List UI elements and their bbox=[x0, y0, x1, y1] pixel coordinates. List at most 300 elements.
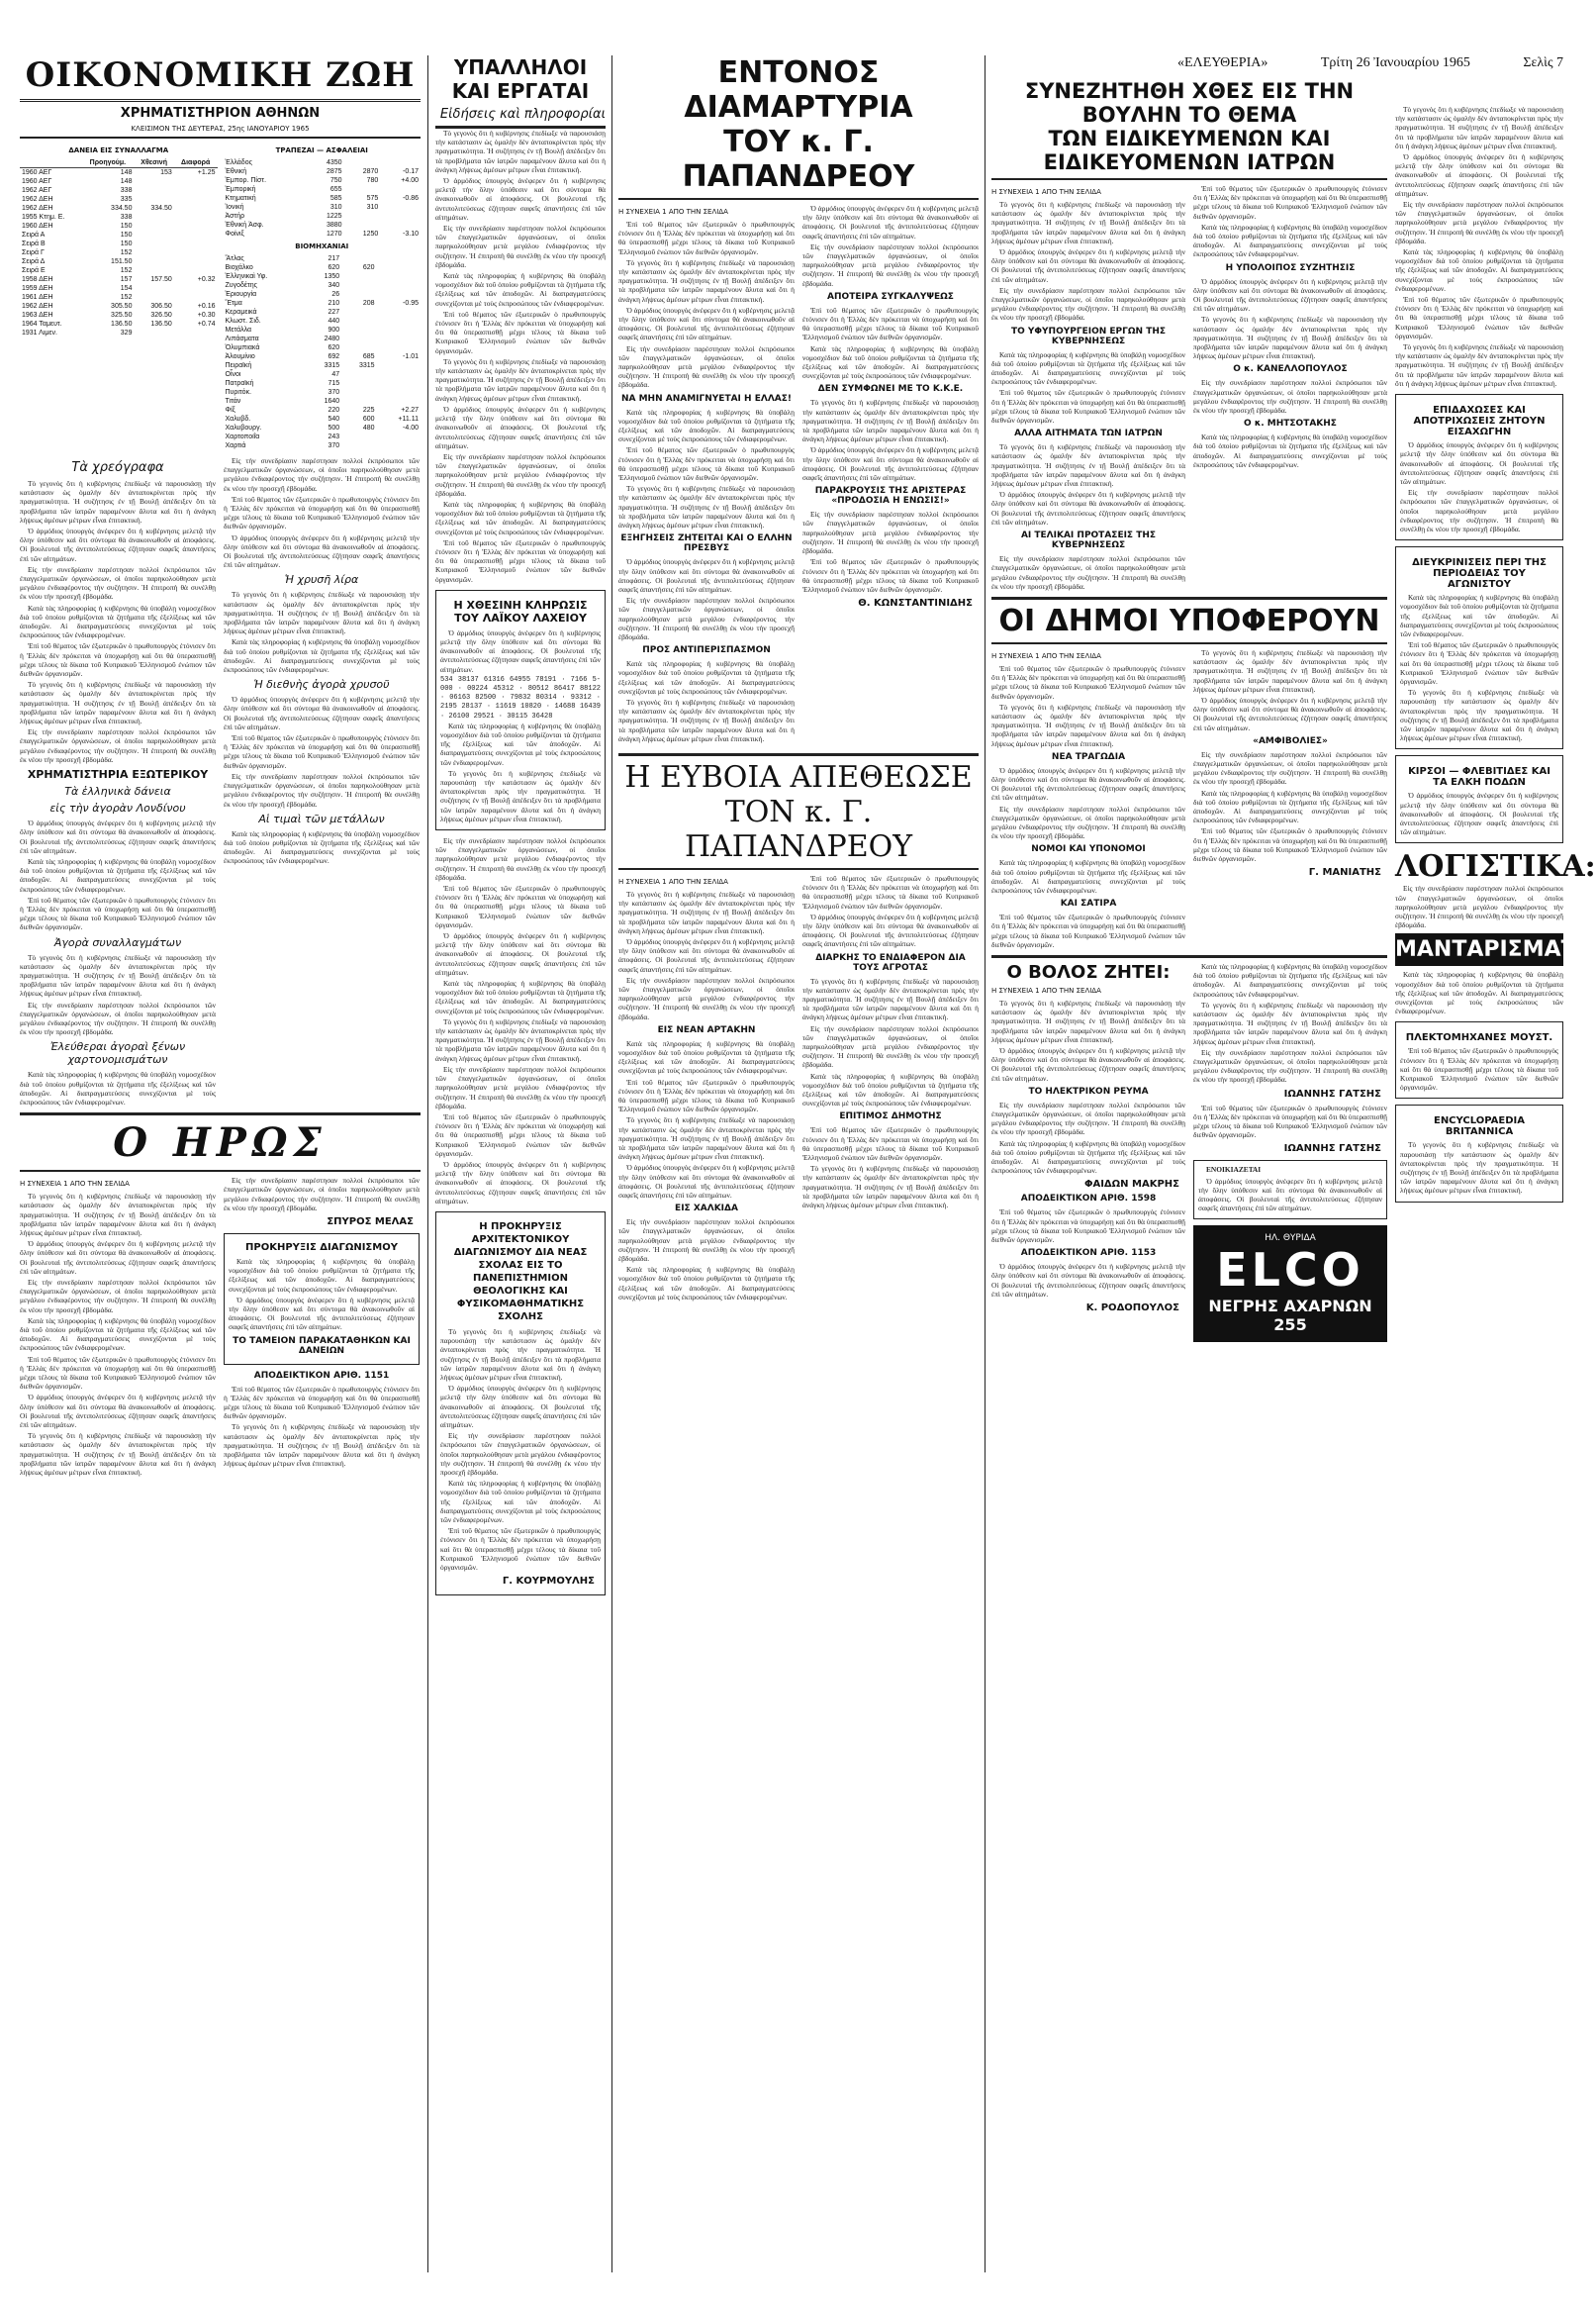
table-cell bbox=[134, 195, 173, 204]
table-cell: 3315 bbox=[324, 362, 340, 369]
table-cell bbox=[341, 379, 376, 388]
col-header: Διαφορά bbox=[174, 158, 218, 168]
securities-title: Τὰ χρεόγραφα bbox=[71, 460, 164, 475]
table-cell: 3315 bbox=[358, 362, 375, 369]
table-cell bbox=[174, 293, 218, 302]
divider bbox=[991, 955, 1387, 958]
table-cell: Πατραϊκή bbox=[225, 380, 254, 387]
table-row bbox=[224, 212, 422, 221]
table-cell: 1962 ΑΕΓ bbox=[22, 187, 52, 194]
table-cell: 4350 bbox=[326, 159, 342, 166]
section-heading: Ο κ. ΚΑΝΕΛΛΟΠΟΥΛΟΣ bbox=[1233, 364, 1348, 375]
continuation-label: Η ΣΥΝΕΧΕΙΑ 1 ΑΠΟ ΤΗΝ ΣΕΛΙΔΑ bbox=[991, 188, 1101, 196]
article-text: Ὁ ἀρμόδιος ὑπουργὸς ἀνέφερεν ὅτι ἡ κυβέρνησις μελετᾷ τὴν ὅλην ὑπόθεσιν καὶ ὅτι σύντομα θὰ ἀνακοινωθοῦν αἱ ἀποφάσεις. Οἱ βουλευταὶ τῆς ἀντιπολιτεύσεως ἐζήτησαν σαφεῖς ἀπαντήσεις ἐπὶ τῶν αἰτημάτων. bbox=[440, 627, 601, 674]
mending-ad-title: ΜΑΝΤΑΡΙΣΜΑΤΑ bbox=[1395, 933, 1563, 966]
article-text: Εἰς τὴν συνεδρίασιν παρέστησαν πολλοὶ ἐκπρόσωποι τῶν ἐπαγγελματικῶν ὀργανώσεων, οἱ ὁποῖοι παρηκολούθησαν μετὰ μεγάλου ἐνδιαφέροντος τὴν συζήτησιν. Ἡ ἐπιτροπὴ θὰ συνέλθῃ ἐκ νέου τὴν προσεχῆ ἑβδομάδα. Κατὰ τὰς πληροφορίας ἡ κυβέρνησις θὰ ὑποβάλῃ νομοσχέδιον διὰ τοῦ ὁποίου ρυθμίζονται τὰ ζητήματα τῆς ἐξελίξεως καὶ τῶν ἀποδοχῶν. Αἱ διαπραγματεύσεις συνεχίζονται μὲ τοὺς ἐκπροσώπους τῶν ἐνδιαφερομένων. bbox=[618, 1217, 795, 1302]
section-heading: ΔΙΑΡΚΗΣ ΤΟ ΕΝΔΙΑΦΕΡΟΝ ΔΙΑ ΤΟΥΣ ΑΓΡΟΤΑΣ bbox=[815, 952, 966, 973]
table-cell: Ἔτμα bbox=[225, 300, 242, 307]
article-text: Ὁ ἀρμόδιος ὑπουργὸς ἀνέφερεν ὅτι ἡ κυβέρνησις μελετᾷ τὴν ὅλην ὑπόθεσιν καὶ ὅτι σύντομα θὰ ἀνακοινωθοῦν αἱ ἀποφάσεις. Οἱ βουλευταὶ τῆς ἀντιπολιτεύσεως ἐζήτησαν σαφεῖς ἀπαντήσεις ἐπὶ τῶν αἰτημάτων. Εἰς τὴν συνεδρίασιν παρέστησαν πολλοὶ ἐκπρόσωποι τῶν ἐπαγγελματικῶν ὀργανώσεων, οἱ ὁποῖοι παρηκολούθησαν μετὰ μεγάλου ἐνδιαφέροντος τὴν συζήτησιν. Ἡ ἐπιτροπὴ θὰ συνέλθῃ ἐκ νέου τὴν προσεχῆ ἑβδομάδα. bbox=[1400, 440, 1558, 533]
table-row bbox=[224, 317, 422, 326]
table-cell: Σειρά Β bbox=[22, 241, 46, 247]
article-text: Εἰς τὴν συνεδρίασιν παρέστησαν πολλοὶ ἐκπρόσωποι τῶν ἐπαγγελματικῶν ὀργανώσεων, οἱ ὁποῖοι παρηκολούθησαν μετὰ μεγάλου ἐνδιαφέροντος τὴν συζήτησιν. Ἡ ἐπιτροπὴ θὰ συνέλθῃ ἐκ νέου τὴν προσεχῆ ἑβδομάδα. bbox=[1395, 884, 1563, 930]
section-heading: Η ΥΠΟΛΟΙΠΟΣ ΣΥΖΗΤΗΣΙΣ bbox=[1225, 262, 1356, 273]
table-row bbox=[224, 203, 422, 212]
table-cell: Ἐθνική Ἀσφ. bbox=[225, 222, 264, 229]
elco-brand: ELCO bbox=[1216, 1243, 1364, 1298]
table-cell bbox=[344, 221, 381, 230]
table-row bbox=[224, 263, 422, 272]
table-cell bbox=[174, 195, 218, 204]
table-cell bbox=[377, 308, 421, 317]
signatory-name: Κ. ΡΟΔΟΠΟΥΛΟΣ bbox=[1085, 1302, 1179, 1314]
section-heading: Ο κ. ΜΗΤΣΟΤΑΚΗΣ bbox=[1244, 419, 1337, 430]
table-row bbox=[224, 343, 422, 352]
article-text: Τὸ γεγονὸς ὅτι ἡ κυβέρνησις ἐπεδίωξε νὰ παρουσιάσῃ τὴν κατάστασιν ὡς ὁμαλὴν δὲν ἀνταποκρίνεται πρὸς τὴν πραγματικότητα. Ἡ συζήτησις ἐν τῇ Βουλῇ ἀπέδειξεν ὅτι τὰ προβλήματα τῶν ἰατρῶν παραμένουν ἄλυτα καὶ ὅτι ἡ ἀνάγκη λήψεως ἀμέσων μέτρων εἶναι ἐπιτακτική. Ὁ ἀρμόδιος ὑπουργὸς ἀνέφερεν ὅτι ἡ κυβέρνησις μελετᾷ τὴν ὅλην ὑπόθεσιν καὶ ὅτι σύντομα θὰ ἀνακοινωθοῦν αἱ ἀποφάσεις. Οἱ βουλευταὶ τῆς ἀντιπολιτεύσεως ἐζήτησαν σαφεῖς ἀπαντήσεις ἐπὶ τῶν αἰτημάτων. Εἰς τὴν συνεδρίασιν παρέστησαν πολλοὶ ἐκπρόσωποι τῶν ἐπαγγελματικῶν ὀργανώσεων, οἱ ὁποῖοι παρηκολούθησαν μετὰ μεγάλου ἐνδιαφέροντος τὴν συζήτησιν. Ἡ ἐπιτροπὴ θὰ συνέλθῃ ἐκ νέου τὴν προσεχῆ ἑβδομάδα. bbox=[991, 200, 1185, 323]
table-cell: 150 bbox=[120, 241, 133, 247]
table-cell: 1960 ΔΕΗ bbox=[22, 223, 53, 230]
article-text: Ἐπὶ τοῦ θέματος τῶν ἐξωτερικῶν ὁ πρωθυπουργὸς ἐτόνισεν ὅτι ἡ Ἑλλὰς δὲν πρόκειται νὰ ὑποχωρήσῃ καὶ ὅτι θὰ ὑπερασπισθῇ μέχρι τέλους τὰ δίκαια τοῦ Κυπριακοῦ Ἑλληνισμοῦ ἐνώπιον τῶν διεθνῶν ὀργανισμῶν. bbox=[1193, 1103, 1387, 1140]
table-row bbox=[224, 406, 422, 415]
ad-title: ΠΛΕΚΤΟΜΗΧΑΝΕΣ ΜΟΥΣΤ. bbox=[1405, 1032, 1553, 1044]
table-cell: Σειρά Α bbox=[22, 232, 46, 239]
table-cell: Χαρτοποιΐα bbox=[225, 434, 260, 440]
table-cell: +0.30 bbox=[197, 312, 216, 319]
section-heading: ΕΙΣ ΧΑΛΚΙΔΑ bbox=[675, 1204, 738, 1214]
table-cell: Βιοχάλκο bbox=[225, 264, 253, 271]
table-cell bbox=[341, 272, 376, 281]
certificate-title: ΑΠΟΔΕΙΚΤΙΚΟΝ ΑΡΙΘ. 1598 bbox=[1020, 1194, 1157, 1205]
section-heading: ΠΡΟΣ ΑΝΤΙΠΕΡΙΣΠΑΣΜΟΝ bbox=[642, 645, 771, 656]
section-heading: ΑΛΛΑ ΑΙΤΗΜΑΤΑ ΤΩΝ ΙΑΤΡΩΝ bbox=[1014, 429, 1163, 439]
section-heading: ΤΟ ΥΦΥΠΟΥΡΓΕΙΟΝ ΕΡΓΩΝ ΤΗΣ ΚΥΒΕΡΝΗΣΕΩΣ bbox=[1010, 326, 1167, 346]
table-cell: 306.50 bbox=[150, 303, 172, 310]
table-cell bbox=[134, 257, 173, 266]
article-text: Τὸ γεγονὸς ὅτι ἡ κυβέρνησις ἐπεδίωξε νὰ παρουσιάσῃ τὴν κατάστασιν ὡς ὁμαλὴν δὲν ἀνταποκρίνεται πρὸς τὴν πραγματικότητα. Ἡ συζήτησις ἐν τῇ Βουλῇ ἀπέδειξεν ὅτι τὰ προβλήματα τῶν ἰατρῶν παραμένουν ἄλυτα καὶ ὅτι ἡ ἀνάγκη λήψεως ἀμέσων μέτρων εἶναι ἐπιτακτική. Ὁ ἀρμόδιος ὑπουργὸς ἀνέφερεν ὅτι ἡ κυβέρνησις μελετᾷ τὴν ὅλην ὑπόθεσιν καὶ ὅτι σύντομα θὰ ἀνακοινωθοῦν αἱ ἀποφάσεις. Οἱ βουλευταὶ τῆς ἀντιπολιτεύσεως ἐζήτησαν σαφεῖς ἀπαντήσεις ἐπὶ τῶν αἰτημάτων. Εἰς τὴν συνεδρίασιν παρέστησαν πολλοὶ ἐκπρόσωποι τῶν ἐπαγγελματικῶν ὀργανώσεων, οἱ ὁποῖοι παρηκολούθησαν μετὰ μεγάλου ἐνδιαφέροντος τὴν συζήτησιν. Ἡ ἐπιτροπὴ θὰ συνέλθῃ ἐκ νέου τὴν προσεχῆ ἑβδομάδα. bbox=[618, 889, 795, 1021]
page-date: Τρίτη 26 Ἰανουαρίου 1965 bbox=[1320, 55, 1470, 70]
table-cell: 1960 ΑΕΓ bbox=[22, 169, 52, 176]
table-cell: 1960 ΑΕΓ bbox=[22, 178, 52, 185]
table-cell bbox=[341, 290, 376, 299]
paper-name: «ΕΛΕΥΘΕΡΙΑ» bbox=[1177, 55, 1268, 70]
table-cell bbox=[174, 266, 218, 275]
table-row bbox=[224, 441, 422, 450]
table-cell bbox=[134, 266, 173, 275]
table-cell: 225 bbox=[362, 407, 375, 414]
table-cell bbox=[377, 263, 421, 272]
table-cell: 338 bbox=[120, 187, 133, 194]
exchange-title: ΧΡΗΜΑΤΙΣΤΗΡΙΟΝ ΑΘΗΝΩΝ bbox=[120, 106, 321, 121]
table-cell bbox=[377, 335, 421, 343]
loans-table-title: ΔΑΝΕΙΑ ΕΙΣ ΣΥΝΑΛΛΑΓΜΑ bbox=[68, 146, 169, 154]
page-number: Σελὶς 7 bbox=[1523, 55, 1563, 70]
table-cell bbox=[134, 231, 173, 240]
table-row bbox=[224, 352, 422, 361]
table-cell: +0.32 bbox=[197, 276, 216, 283]
table-cell bbox=[174, 231, 218, 240]
article-text: Εἰς τὴν συνεδρίασιν παρέστησαν πολλοὶ ἐκπρόσωποι τῶν ἐπαγγελματικῶν ὀργανώσεων, οἱ ὁποῖοι παρηκολούθησαν μετὰ μεγάλου ἐνδιαφέροντος τὴν συζήτησιν. Ἡ ἐπιτροπὴ θὰ συνέλθῃ ἐκ νέου τὴν προσεχῆ ἑβδομάδα. bbox=[991, 554, 1185, 591]
divider bbox=[618, 868, 979, 870]
elco-top: ΗΛ. ΘΥΡΙΔΑ bbox=[1265, 1233, 1316, 1244]
table-cell: 370 bbox=[328, 442, 340, 449]
article-text: Ὁ ἀρμόδιος ὑπουργὸς ἀνέφερεν ὅτι ἡ κυβέρνησις μελετᾷ τὴν ὅλην ὑπόθεσιν καὶ ὅτι σύντομα θὰ ἀνακοινωθοῦν αἱ ἀποφάσεις. Οἱ βουλευταὶ τῆς ἀντιπολιτεύσεως ἐζήτησαν σαφεῖς ἀπαντήσεις ἐπὶ τῶν αἰτημάτων. Ἐπὶ τοῦ θέματος τῶν ἐξωτερικῶν ὁ πρωθυπουργὸς ἐτόνισεν ὅτι ἡ Ἑλλὰς δὲν πρόκειται νὰ ὑποχωρήσῃ καὶ ὅτι θὰ ὑπερασπισθῇ μέχρι τέλους τὰ δίκαια τοῦ Κυπριακοῦ Ἑλληνισμοῦ ἐνώπιον τῶν διεθνῶν ὀργανισμῶν. Εἰς τὴν συνεδρίασιν παρέστησαν πολλοὶ ἐκπρόσωποι τῶν ἐπαγγελματικῶν ὀργανώσεων, οἱ ὁποῖοι παρηκολούθησαν μετὰ μεγάλου ἐνδιαφέροντος τὴν συζήτησιν. Ἡ ἐπιτροπὴ θὰ συνέλθῃ ἐκ νέου τὴν προσεχῆ ἑβδομάδα. bbox=[224, 695, 420, 809]
table-cell: 1961 ΔΕΗ bbox=[22, 294, 53, 301]
article-text: Ἐπὶ τοῦ θέματος τῶν ἐξωτερικῶν ὁ πρωθυπουργὸς ἐτόνισεν ὅτι ἡ Ἑλλὰς δὲν πρόκειται νὰ ὑποχωρήσῃ καὶ ὅτι θὰ ὑπερασπισθῇ μέχρι τέλους τὰ δίκαια τοῦ Κυπριακοῦ Ἑλληνισμοῦ ἐνώπιον τῶν διεθνῶν ὀργανισμῶν. Τὸ γεγονὸς ὅτι ἡ κυβέρνησις ἐπεδίωξε νὰ παρουσιάσῃ τὴν κατάστασιν ὡς ὁμαλὴν δὲν ἀνταποκρίνεται πρὸς τὴν πραγματικότητα. Ἡ συζήτησις ἐν τῇ Βουλῇ ἀπέδειξεν ὅτι τὰ προβλήματα τῶν ἰατρῶν παραμένουν ἄλυτα καὶ ὅτι ἡ ἀνάγκη λήψεως ἀμέσων μέτρων εἶναι ἐπιτακτική. Ὁ ἀρμόδιος ὑπουργὸς ἀνέφερεν ὅτι ἡ κυβέρνησις μελετᾷ τὴν ὅλην ὑπόθεσιν καὶ ὅτι σύντομα θὰ ἀνακοινωθοῦν αἱ ἀποφάσεις. Οἱ βουλευταὶ τῆς ἀντιπολιτεύσεως ἐζήτησαν σαφεῖς ἀπαντήσεις ἐπὶ τῶν αἰτημάτων. Εἰς τὴν συνεδρίασιν παρέστησαν πολλοὶ ἐκπρόσωποι τῶν ἐπαγγελματικῶν ὀργανώσεων, οἱ ὁποῖοι παρηκολούθησαν μετὰ μεγάλου ἐνδιαφέροντος τὴν συζήτησιν. Ἡ ἐπιτροπὴ θὰ συνέλθῃ ἐκ νέου τὴν προσεχῆ ἑβδομάδα. bbox=[618, 220, 795, 390]
evia-title: Η ΕΥΒΟΙΑ ΑΠΕΘΕΩΣΕ bbox=[624, 759, 973, 795]
table-row bbox=[20, 275, 218, 284]
table-row bbox=[224, 379, 422, 388]
table-cell: 620 bbox=[328, 344, 340, 351]
table-cell bbox=[174, 257, 218, 266]
table-cell: Χαλυβδ. bbox=[225, 416, 251, 423]
table-row bbox=[224, 167, 422, 176]
table-cell: 500 bbox=[328, 425, 340, 432]
table-cell bbox=[377, 361, 421, 370]
section-heading: ΔΕΝ ΣΥΜΦΩΝΕΙ ΜΕ ΤΟ Κ.Κ.Ε. bbox=[817, 384, 964, 395]
ads-column bbox=[1395, 16, 1596, 2263]
table-cell bbox=[377, 254, 421, 263]
divider bbox=[991, 597, 1387, 600]
table-cell: Πυριτόκ. bbox=[225, 389, 252, 396]
table-cell bbox=[134, 248, 173, 257]
divider bbox=[20, 137, 421, 139]
table-cell: Ἐριουργία bbox=[225, 291, 257, 298]
table-cell: 153 bbox=[160, 169, 172, 176]
table-cell bbox=[134, 293, 173, 302]
article-text: Τὸ γεγονὸς ὅτι ἡ κυβέρνησις ἐπεδίωξε νὰ παρουσιάσῃ τὴν κατάστασιν ὡς ὁμαλὴν δὲν ἀνταποκρίνεται πρὸς τὴν πραγματικότητα. Ἡ συζήτησις ἐν τῇ Βουλῇ ἀπέδειξεν ὅτι τὰ προβλήματα τῶν ἰατρῶν παραμένουν ἄλυτα καὶ ὅτι ἡ ἀνάγκη λήψεως ἀμέσων μέτρων εἶναι ἐπιτακτική. Κατὰ τὰς πληροφορίας ἡ κυβέρνησις θὰ ὑποβάλῃ νομοσχέδιον διὰ τοῦ ὁποίου ρυθμίζονται τὰ ζητήματα τῆς ἐξελίξεως καὶ τῶν ἀποδοχῶν. Αἱ διαπραγματεύσεις συνεχίζονται μὲ τοὺς ἐκπροσώπους τῶν ἐνδιαφερομένων. bbox=[224, 590, 420, 675]
table-cell: 780 bbox=[366, 177, 379, 184]
table-cell: 3880 bbox=[326, 222, 342, 229]
article-text: Κατὰ τὰς πληροφορίας ἡ κυβέρνησις θὰ ὑποβάλῃ νομοσχέδιον διὰ τοῦ ὁποίου ρυθμίζονται τὰ ζητήματα τῆς ἐξελίξεως καὶ τῶν ἀποδοχῶν. Αἱ διαπραγματεύσεις συνεχίζονται μὲ τοὺς ἐκπροσώπους τῶν ἐνδιαφερομένων. Ἐπὶ τοῦ θέματος τῶν ἐξωτερικῶν ὁ πρωθυπουργὸς ἐτόνισεν ὅτι ἡ Ἑλλὰς δὲν πρόκειται νὰ ὑποχωρήσῃ καὶ ὅτι θὰ ὑπερασπισθῇ μέχρι τέλους τὰ δίκαια τοῦ Κυπριακοῦ Ἑλληνισμοῦ ἐνώπιον τῶν διεθνῶν ὀργανισμῶν. Τὸ γεγονὸς ὅτι ἡ κυβέρνησις ἐπεδίωξε νὰ παρουσιάσῃ τὴν κατάστασιν ὡς ὁμαλὴν δὲν ἀνταποκρίνεται πρὸς τὴν πραγματικότητα. Ἡ συζήτησις ἐν τῇ Βουλῇ ἀπέδειξεν ὅτι τὰ προβλήματα τῶν ἰατρῶν παραμένουν ἄλυτα καὶ ὅτι ἡ ἀνάγκη λήψεως ἀμέσων μέτρων εἶναι ἐπιτακτική. bbox=[618, 407, 795, 530]
protest-title: ΕΝΤΟΝΟΣ ΔΙΑΜΑΡΤΥΡΙΑ bbox=[684, 55, 913, 125]
london-market-title: εἰς τὴν ἀγορὰν Λονδίνου bbox=[49, 802, 186, 816]
article-text: Ἐπὶ τοῦ θέματος τῶν ἐξωτερικῶν ὁ πρωθυπουργὸς ἐτόνισεν ὅτι ἡ Ἑλλὰς δὲν πρόκειται νὰ ὑποχωρήσῃ καὶ ὅτι θὰ ὑπερασπισθῇ μέχρι τέλους τὰ δίκαια τοῦ Κυπριακοῦ Ἑλληνισμοῦ ἐνώπιον τῶν διεθνῶν ὀργανισμῶν. bbox=[1400, 1046, 1558, 1093]
table-cell bbox=[380, 158, 421, 167]
table-cell: 440 bbox=[328, 318, 340, 325]
table-cell: 1962 ΔΕΗ bbox=[22, 196, 53, 203]
table-cell: 655 bbox=[329, 186, 342, 193]
table-cell: Σειρά Ε bbox=[22, 267, 46, 274]
table-cell bbox=[341, 433, 376, 441]
section-heading: ΕΞΗΓΗΣΕΙΣ ΖΗΤΕΙΤΑΙ ΚΑΙ Ο ΕΛΛΗΝ ΠΡΕΣΒΥΣ bbox=[620, 533, 793, 554]
article-text: Κατὰ τὰς πληροφορίας ἡ κυβέρνησις θὰ ὑποβάλῃ νομοσχέδιον διὰ τοῦ ὁποίου ρυθμίζονται τὰ ζητήματα τῆς ἐξελίξεως καὶ τῶν ἀποδοχῶν. Αἱ διαπραγματεύσεις συνεχίζονται μὲ τοὺς ἐκπροσώπους τῶν ἐνδιαφερομένων. bbox=[224, 828, 420, 866]
section-heading: ΑΙ ΤΕΛΙΚΑΙ ΠΡΟΤΑΣΕΙΣ ΤΗΣ ΚΥΒΕΡΝΗΣΕΩΣ bbox=[1020, 530, 1157, 551]
table-cell: 150 bbox=[120, 232, 133, 239]
table-cell: Ἀλουμίνιο bbox=[225, 353, 255, 360]
table-cell: Ζυγοδέτης bbox=[225, 282, 258, 289]
table-cell: 151.50 bbox=[111, 258, 133, 265]
table-cell bbox=[341, 254, 376, 263]
divider bbox=[991, 178, 1387, 180]
table-cell: -0.17 bbox=[403, 168, 419, 175]
evia-subtitle: ΤΟΝ κ. Γ. ΠΑΠΑΝΔΡΕΟΥ bbox=[684, 794, 913, 864]
table-row bbox=[224, 290, 422, 299]
table-row bbox=[224, 194, 422, 203]
section-heading: ΕΠΙΤΙΜΟΣ ΔΗΜΟΤΗΣ bbox=[839, 1111, 942, 1122]
table-cell bbox=[377, 388, 421, 397]
table-cell: 136.50 bbox=[111, 321, 133, 328]
article-text: Ἐπὶ τοῦ θέματος τῶν ἐξωτερικῶν ὁ πρωθυπουργὸς ἐτόνισεν ὅτι ἡ Ἑλλὰς δὲν πρόκειται νὰ ὑποχωρήσῃ καὶ ὅτι θὰ ὑπερασπισθῇ μέχρι τέλους τὰ δίκαια τοῦ Κυπριακοῦ Ἑλληνισμοῦ ἐνώπιον τῶν διεθνῶν ὀργανισμῶν. Τὸ γεγονὸς ὅτι ἡ κυβέρνησις ἐπεδίωξε νὰ παρουσιάσῃ τὴν κατάστασιν ὡς ὁμαλὴν δὲν ἀνταποκρίνεται πρὸς τὴν πραγματικότητα. Ἡ συζήτησις ἐν τῇ Βουλῇ ἀπέδειξεν ὅτι τὰ προβλήματα τῶν ἰατρῶν παραμένουν ἄλυτα καὶ ὅτι ἡ ἀνάγκη λήψεως ἀμέσων μέτρων εἶναι ἐπιτακτική. bbox=[802, 1125, 979, 1210]
table-cell: 2870 bbox=[362, 168, 379, 175]
table-cell: 1959 ΔΕΗ bbox=[22, 285, 53, 292]
table-row bbox=[224, 185, 422, 194]
table-cell: 243 bbox=[328, 434, 340, 440]
table-cell bbox=[377, 290, 421, 299]
table-cell: 329 bbox=[120, 330, 133, 337]
table-cell bbox=[344, 158, 381, 167]
table-cell: 220 bbox=[328, 407, 340, 414]
table-cell bbox=[174, 284, 218, 293]
table-cell bbox=[134, 240, 173, 248]
table-cell: 148 bbox=[120, 178, 133, 185]
table-cell: 334.50 bbox=[111, 205, 133, 212]
hero-title: Ο ΗΡΩΣ bbox=[113, 1119, 328, 1167]
table-cell: 136.50 bbox=[150, 321, 172, 328]
table-cell: 1250 bbox=[362, 231, 379, 238]
table-cell: Χαρτιά bbox=[225, 442, 246, 449]
table-cell: 2480 bbox=[324, 336, 340, 342]
article-text: Ἐπὶ τοῦ θέματος τῶν ἐξωτερικῶν ὁ πρωθυπουργὸς ἐτόνισεν ὅτι ἡ Ἑλλὰς δὲν πρόκειται νὰ ὑποχωρήσῃ καὶ ὅτι θὰ ὑπερασπισθῇ μέχρι τέλους τὰ δίκαια τοῦ Κυπριακοῦ Ἑλληνισμοῦ ἐνώπιον τῶν διεθνῶν ὀργανισμῶν. Τὸ γεγονὸς ὅτι ἡ κυβέρνησις ἐπεδίωξε νὰ παρουσιάσῃ τὴν κατάστασιν ὡς ὁμαλὴν δὲν ἀνταποκρίνεται πρὸς τὴν πραγματικότητα. Ἡ συζήτησις ἐν τῇ Βουλῇ ἀπέδειξεν ὅτι τὰ προβλήματα τῶν ἰατρῶν παραμένουν ἄλυτα καὶ ὅτι ἡ ἀνάγκη λήψεως ἀμέσων μέτρων εἶναι ἐπιτακτική. bbox=[991, 663, 1185, 748]
accounting-title: ΛΟΓΙΣΤΙΚΑ: bbox=[1395, 849, 1596, 885]
treasury-title: ΤΟ ΤΑΜΕΙΟΝ ΠΑΡΑΚΑΤΑΘΗΚΩΝ ΚΑΙ ΔΑΝΕΙΩΝ bbox=[233, 1335, 411, 1356]
table-cell bbox=[377, 343, 421, 352]
table-cell: -0.86 bbox=[403, 195, 419, 202]
table-cell: 338 bbox=[120, 214, 133, 221]
table-cell: 210 bbox=[328, 300, 340, 307]
col-header: Χθεσινή bbox=[134, 158, 173, 168]
article-text: Ὁ ἀρμόδιος ὑπουργὸς ἀνέφερεν ὅτι ἡ κυβέρνησις μελετᾷ τὴν ὅλην ὑπόθεσιν καὶ ὅτι σύντομα θὰ ἀνακοινωθοῦν αἱ ἀποφάσεις. Οἱ βουλευταὶ τῆς ἀντιπολιτεύσεως ἐζήτησαν σαφεῖς ἀπαντήσεις ἐπὶ τῶν αἰτημάτων. Εἰς τὴν συνεδρίασιν παρέστησαν πολλοὶ ἐκπρόσωποι τῶν ἐπαγγελματικῶν ὀργανώσεων, οἱ ὁποῖοι παρηκολούθησαν μετὰ μεγάλου ἐνδιαφέροντος τὴν συζήτησιν. Ἡ ἐπιτροπὴ θὰ συνέλθῃ ἐκ νέου τὴν προσεχῆ ἑβδομάδα. bbox=[802, 204, 979, 288]
table-cell: 370 bbox=[328, 389, 340, 396]
table-cell bbox=[377, 272, 421, 281]
table-row bbox=[20, 204, 218, 213]
table-cell bbox=[380, 221, 421, 230]
architecture-competition-title: Η ΠΡΟΚΗΡΥΞΙΣ ΑΡΧΙΤΕΚΤΟΝΙΚΟΥ ΔΙΑΓΩΝΙΣΜΟΥ ΔΙΑ ΝΕΑΣ ΣΧΟΛΑΣ ΕΙΣ ΤΟ ΠΑΝΕΠΙΣΤΗΜΙΟΝ ΘΕΟΛΟΓΙΚΗΣ ΚΑΙ ΦΥΣΙΚΟΜΑΘΗΜΑΤΙΚΗΣ ΣΧΟΛΗΣ bbox=[453, 1220, 588, 1322]
table-cell bbox=[134, 284, 173, 293]
article-text: Ὁ ἀρμόδιος ὑπουργὸς ἀνέφερεν ὅτι ἡ κυβέρνησις μελετᾷ τὴν ὅλην ὑπόθεσιν καὶ ὅτι σύντομα θὰ ἀνακοινωθοῦν αἱ ἀποφάσεις. Οἱ βουλευταὶ τῆς ἀντιπολιτεύσεως ἐζήτησαν σαφεῖς ἀπαντήσεις ἐπὶ τῶν αἰτημάτων. bbox=[991, 1262, 1185, 1299]
table-cell: 208 bbox=[362, 300, 375, 307]
section-heading: ΠΑΡΑΚΡΟΥΣΙΣ ΤΗΣ ΑΡΙΣΤΕΡΑΣ «ΠΡΟΔΟΣΙΑ Η ΕΝΩΣΙΣ!» bbox=[814, 486, 967, 507]
competition-title: ΠΡΟΚΗΡΥΞΙΣ ΔΙΑΓΩΝΙΣΜΟΥ bbox=[245, 1241, 398, 1253]
ad-title: ΔΙΕΥΚΡΙΝΙΣΕΙΣ ΠΕΡΙ ΤΗΣ ΠΕΡΙΟΔΕΙΑΣ ΤΟΥ ΑΓΩΝΙΣΤΟΥ bbox=[1412, 557, 1547, 591]
signature: ΣΠΥΡΟΣ ΜΕΛΑΣ bbox=[327, 1215, 414, 1227]
article-text: Τὸ γεγονὸς ὅτι ἡ κυβέρνησις ἐπεδίωξε νὰ παρουσιάσῃ τὴν κατάστασιν ὡς ὁμαλὴν δὲν ἀνταποκρίνεται πρὸς τὴν πραγματικότητα. Ἡ συζήτησις ἐν τῇ Βουλῇ ἀπέδειξεν ὅτι τὰ προβλήματα τῶν ἰατρῶν παραμένουν ἄλυτα καὶ ὅτι ἡ ἀνάγκη λήψεως ἀμέσων μέτρων εἶναι ἐπιτακτική. bbox=[1400, 1140, 1558, 1196]
table-cell: 152 bbox=[120, 249, 133, 256]
article-text: Κατὰ τὰς πληροφορίας ἡ κυβέρνησις θὰ ὑποβάλῃ νομοσχέδιον διὰ τοῦ ὁποίου ρυθμίζονται τὰ ζητήματα τῆς ἐξελίξεως καὶ τῶν ἀποδοχῶν. Αἱ διαπραγματεύσεις συνεχίζονται μὲ τοὺς ἐκπροσώπους τῶν ἐνδιαφερομένων. bbox=[20, 1070, 216, 1107]
article-text: Τὸ γεγονὸς ὅτι ἡ κυβέρνησις ἐπεδίωξε νὰ παρουσιάσῃ τὴν κατάστασιν ὡς ὁμαλὴν δὲν ἀνταποκρίνεται πρὸς τὴν πραγματικότητα. Ἡ συζήτησις ἐν τῇ Βουλῇ ἀπέδειξεν ὅτι τὰ προβλήματα τῶν ἰατρῶν παραμένουν ἄλυτα καὶ ὅτι ἡ ἀνάγκη λήψεως ἀμέσων μέτρων εἶναι ἐπιτακτική. Ὁ ἀρμόδιος ὑπουργὸς ἀνέφερεν ὅτι ἡ κυβέρνησις μελετᾷ τὴν ὅλην ὑπόθεσιν καὶ ὅτι σύντομα θὰ ἀνακοινωθοῦν αἱ ἀποφάσεις. Οἱ βουλευταὶ τῆς ἀντιπολιτεύσεως ἐζήτησαν σαφεῖς ἀπαντήσεις ἐπὶ τῶν αἰτημάτων. Εἰς τὴν συνεδρίασιν παρέστησαν πολλοὶ ἐκπρόσωποι τῶν ἐπαγγελματικῶν ὀργανώσεων, οἱ ὁποῖοι παρηκολούθησαν μετὰ μεγάλου ἐνδιαφέροντος τὴν συζήτησιν. Ἡ ἐπιτροπὴ θὰ συνέλθῃ ἐκ νέου τὴν προσεχῆ ἑβδομάδα. Κατὰ τὰς πληροφορίας ἡ κυβέρνησις θὰ ὑποβάλῃ νομοσχέδιον διὰ τοῦ ὁποίου ρυθμίζονται τὰ ζητήματα τῆς ἐξελίξεως καὶ τῶν ἀποδοχῶν. Αἱ διαπραγματεύσεις συνεχίζονται μὲ τοὺς ἐκπροσώπους τῶν ἐνδιαφερομένων. Ἐπὶ τοῦ θέματος τῶν ἐξωτερικῶν ὁ πρωθυπουργὸς ἐτόνισεν ὅτι ἡ Ἑλλὰς δὲν πρόκειται νὰ ὑποχωρήσῃ καὶ ὅτι θὰ ὑπερασπισθῇ μέχρι τέλους τὰ δίκαια τοῦ Κυπριακοῦ Ἑλληνισμοῦ ἐνώπιον τῶν διεθνῶν ὀργανισμῶν. Τὸ γεγονὸς ὅτι ἡ κυβέρνησις ἐπεδίωξε νὰ παρουσιάσῃ τὴν κατάστασιν ὡς ὁμαλὴν δὲν ἀνταποκρίνεται πρὸς τὴν πραγματικότητα. Ἡ συζήτησις ἐν τῇ Βουλῇ ἀπέδειξεν ὅτι τὰ προβλήματα τῶν ἰατρῶν παραμένουν ἄλυτα καὶ ὅτι ἡ ἀνάγκη λήψεως ἀμέσων μέτρων εἶναι ἐπιτακτική. bbox=[1395, 105, 1563, 388]
table-cell: Κεραμεικά bbox=[225, 309, 257, 316]
economy-column bbox=[20, 16, 421, 2263]
table-cell bbox=[134, 222, 173, 231]
divider bbox=[618, 753, 979, 756]
employees-title: ΥΠΑΛΛΗΛΟΙ bbox=[453, 55, 588, 79]
table-cell bbox=[377, 397, 421, 406]
signatory-name: ΙΩΑΝΝΗΣ ΓΑΤΣΗΣ bbox=[1283, 1088, 1381, 1100]
table-row bbox=[224, 272, 422, 281]
table-cell bbox=[341, 281, 376, 290]
table-cell: Ἄτλας bbox=[225, 255, 244, 262]
table-row bbox=[224, 424, 422, 433]
table-cell: 575 bbox=[366, 195, 379, 202]
table-cell bbox=[377, 317, 421, 326]
fx-market-title: Ἀγορὰ συναλλαγμάτων bbox=[53, 935, 182, 949]
table-row bbox=[224, 176, 422, 185]
table-cell: 150 bbox=[120, 223, 133, 230]
section-heading: ΝΕΑ ΤΡΑΓΩΔΙΑ bbox=[1051, 751, 1126, 762]
table-cell: Ὀλυμπιακά bbox=[225, 344, 260, 351]
table-cell bbox=[341, 308, 376, 317]
table-cell bbox=[174, 329, 218, 337]
certificate-title: ΑΠΟΔΕΙΚΤΙΚΟΝ ΑΡΙΘ. 1153 bbox=[1020, 1248, 1157, 1259]
continuation-label: Η ΣΥΝΕΧΕΙΑ 1 ΑΠΟ ΤΗΝ ΣΕΛΙΔΑ bbox=[991, 651, 1101, 660]
article-text: Ἐπὶ τοῦ θέματος τῶν ἐξωτερικῶν ὁ πρωθυπουργὸς ἐτόνισεν ὅτι ἡ Ἑλλὰς δὲν πρόκειται νὰ ὑποχωρήσῃ καὶ ὅτι θὰ ὑπερασπισθῇ μέχρι τέλους τὰ δίκαια τοῦ Κυπριακοῦ Ἑλληνισμοῦ ἐνώπιον τῶν διεθνῶν ὀργανισμῶν. bbox=[991, 1207, 1185, 1245]
section-heading: ΝΑ ΜΗΝ ΑΝΑΜΙΓΝΥΕΤΑΙ Η ΕΛΛΑΣ! bbox=[620, 393, 793, 404]
signature: Θ. ΚΩΝΣΤΑΝΤΙΝΙΔΗΣ bbox=[858, 598, 973, 610]
table-cell: 47 bbox=[331, 371, 340, 378]
economy-title: ΟΙΚΟΝΟΜΙΚΗ ΖΩΗ bbox=[20, 16, 421, 102]
col-header: Προηγούμ. bbox=[81, 158, 134, 168]
table-row bbox=[20, 222, 218, 231]
table-cell: 1270 bbox=[326, 231, 342, 238]
article-text: Κατὰ τὰς πληροφορίας ἡ κυβέρνησις θὰ ὑποβάλῃ νομοσχέδιον διὰ τοῦ ὁποίου ρυθμίζονται τὰ ζητήματα τῆς ἐξελίξεως καὶ τῶν ἀποδοχῶν. Αἱ διαπραγματεύσεις συνεχίζονται μὲ τοὺς ἐκπροσώπους τῶν ἐνδιαφερομένων. bbox=[1395, 970, 1563, 1016]
table-cell: -3.10 bbox=[403, 231, 419, 238]
continuation-label: Η ΣΥΝΕΧΕΙΑ 1 ΑΠΟ ΤΗΝ ΣΕΛΙΔΑ bbox=[20, 1180, 130, 1189]
article-text: Τὸ γεγονὸς ὅτι ἡ κυβέρνησις ἐπεδίωξε νὰ παρουσιάσῃ τὴν κατάστασιν ὡς ὁμαλὴν δὲν ἀνταποκρίνεται πρὸς τὴν πραγματικότητα. Ἡ συζήτησις ἐν τῇ Βουλῇ ἀπέδειξεν ὅτι τὰ προβλήματα τῶν ἰατρῶν παραμένουν ἄλυτα καὶ ὅτι ἡ ἀνάγκη λήψεως ἀμέσων μέτρων εἶναι ἐπιτακτική. Ὁ ἀρμόδιος ὑπουργὸς ἀνέφερεν ὅτι ἡ κυβέρνησις μελετᾷ τὴν ὅλην ὑπόθεσιν καὶ ὅτι σύντομα θὰ ἀνακοινωθοῦν αἱ ἀποφάσεις. Οἱ βουλευταὶ τῆς ἀντιπολιτεύσεως ἐζήτησαν σαφεῖς ἀπαντήσεις ἐπὶ τῶν αἰτημάτων. Εἰς τὴν συνεδρίασιν παρέστησαν πολλοὶ ἐκπρόσωποι τῶν ἐπαγγελματικῶν ὀργανώσεων, οἱ ὁποῖοι παρηκολούθησαν μετὰ μεγάλου ἐνδιαφέροντος τὴν συζήτησιν. Ἡ ἐπιτροπὴ θὰ συνέλθῃ ἐκ νέου τὴν προσεχῆ ἑβδομάδα. Κατὰ τὰς πληροφορίας ἡ κυβέρνησις θὰ ὑποβάλῃ νομοσχέδιον διὰ τοῦ ὁποίου ρυθμίζονται τὰ ζητήματα τῆς ἐξελίξεως καὶ τῶν ἀποδοχῶν. Αἱ διαπραγματεύσεις συνεχίζονται μὲ τοὺς ἐκπροσώπους τῶν ἐνδιαφερομένων. Ἐπὶ τοῦ θέματος τῶν ἐξωτερικῶν ὁ πρωθυπουργὸς ἐτόνισεν ὅτι ἡ Ἑλλὰς δὲν πρόκειται νὰ ὑποχωρήσῃ καὶ ὅτι θὰ ὑπερασπισθῇ μέχρι τέλους τὰ δίκαια τοῦ Κυπριακοῦ Ἑλληνισμοῦ ἐνώπιον τῶν διεθνῶν ὀργανισμῶν. Τὸ γεγονὸς ὅτι ἡ κυβέρνησις ἐπεδίωξε νὰ παρουσιάσῃ τὴν κατάστασιν ὡς ὁμαλὴν δὲν ἀνταποκρίνεται πρὸς τὴν πραγματικότητα. Ἡ συζήτησις ἐν τῇ Βουλῇ ἀπέδειξεν ὅτι τὰ προβλήματα τῶν ἰατρῶν παραμένουν ἄλυτα καὶ ὅτι ἡ ἀνάγκη λήψεως ἀμέσων μέτρων εἶναι ἐπιτακτική. Ὁ ἀρμόδιος ὑπουργὸς ἀνέφερεν ὅτι ἡ κυβέρνησις μελετᾷ τὴν ὅλην ὑπόθεσιν καὶ ὅτι σύντομα θὰ ἀνακοινωθοῦν αἱ ἀποφάσεις. Οἱ βουλευταὶ τῆς ἀντιπολιτεύσεως ἐζήτησαν σαφεῖς ἀπαντήσεις ἐπὶ τῶν αἰτημάτων. Εἰς τὴν συνεδρίασιν παρέστησαν πολλοὶ ἐκπρόσωποι τῶν ἐπαγγελματικῶν ὀργανώσεων, οἱ ὁποῖοι παρηκολούθησαν μετὰ μεγάλου ἐνδιαφέροντος τὴν συζήτησιν. Ἡ ἐπιτροπὴ θὰ συνέλθῃ ἐκ νέου τὴν προσεχῆ ἑβδομάδα. Κατὰ τὰς πληροφορίας ἡ κυβέρνησις θὰ ὑποβάλῃ νομοσχέδιον διὰ τοῦ ὁποίου ρυθμίζονται τὰ ζητήματα τῆς ἐξελίξεως καὶ τῶν ἀποδοχῶν. Αἱ διαπραγματεύσεις συνεχίζονται μὲ τοὺς ἐκπροσώπους τῶν ἐνδιαφερομένων. Ἐπὶ τοῦ θέματος τῶν ἐξωτερικῶν ὁ πρωθυπουργὸς ἐτόνισεν ὅτι ἡ Ἑλλὰς δὲν πρόκειται νὰ ὑποχωρήσῃ καὶ ὅτι θὰ ὑπερασπισθῇ μέχρι τέλους τὰ δίκαια τοῦ Κυπριακοῦ Ἑλληνισμοῦ ἐνώπιον τῶν διεθνῶν ὀργανισμῶν. bbox=[435, 129, 606, 584]
article-text: Ἐπὶ τοῦ θέματος τῶν ἐξωτερικῶν ὁ πρωθυπουργὸς ἐτόνισεν ὅτι ἡ Ἑλλὰς δὲν πρόκειται νὰ ὑποχωρήσῃ καὶ ὅτι θὰ ὑπερασπισθῇ μέχρι τέλους τὰ δίκαια τοῦ Κυπριακοῦ Ἑλληνισμοῦ ἐνώπιον τῶν διεθνῶν ὀργανισμῶν. Τὸ γεγονὸς ὅτι ἡ κυβέρνησις ἐπεδίωξε νὰ παρουσιάσῃ τὴν κατάστασιν ὡς ὁμαλὴν δὲν ἀνταποκρίνεται πρὸς τὴν πραγματικότητα. Ἡ συζήτησις ἐν τῇ Βουλῇ ἀπέδειξεν ὅτι τὰ προβλήματα τῶν ἰατρῶν παραμένουν ἄλυτα καὶ ὅτι ἡ ἀνάγκη λήψεως ἀμέσων μέτρων εἶναι ἐπιτακτική. bbox=[224, 1384, 420, 1469]
table-cell: +1.25 bbox=[197, 169, 216, 176]
parliament-column bbox=[991, 16, 1387, 2263]
table-cell bbox=[377, 281, 421, 290]
table-cell: Φίξ bbox=[225, 407, 235, 414]
article-text: Τὸ γεγονὸς ὅτι ἡ κυβέρνησις ἐπεδίωξε νὰ παρουσιάσῃ τὴν κατάστασιν ὡς ὁμαλὴν δὲν ἀνταποκρίνεται πρὸς τὴν πραγματικότητα. Ἡ συζήτησις ἐν τῇ Βουλῇ ἀπέδειξεν ὅτι τὰ προβλήματα τῶν ἰατρῶν παραμένουν ἄλυτα καὶ ὅτι ἡ ἀνάγκη λήψεως ἀμέσων μέτρων εἶναι ἐπιτακτική. Εἰς τὴν συνεδρίασιν παρέστησαν πολλοὶ ἐκπρόσωποι τῶν ἐπαγγελματικῶν ὀργανώσεων, οἱ ὁποῖοι παρηκολούθησαν μετὰ μεγάλου ἐνδιαφέροντος τὴν συζήτησιν. Ἡ ἐπιτροπὴ θὰ συνέλθῃ ἐκ νέου τὴν προσεχῆ ἑβδομάδα. Κατὰ τὰς πληροφορίας ἡ κυβέρνησις θὰ ὑποβάλῃ νομοσχέδιον διὰ τοῦ ὁποίου ρυθμίζονται τὰ ζητήματα τῆς ἐξελίξεως καὶ τῶν ἀποδοχῶν. Αἱ διαπραγματεύσεις συνεχίζονται μὲ τοὺς ἐκπροσώπους τῶν ἐνδιαφερομένων. bbox=[802, 976, 979, 1109]
table-cell: Πειραϊκή bbox=[225, 362, 252, 369]
table-cell bbox=[174, 240, 218, 248]
article-text: Τὸ γεγονὸς ὅτι ἡ κυβέρνησις ἐπεδίωξε νὰ παρουσιάσῃ τὴν κατάστασιν ὡς ὁμαλὴν δὲν ἀνταποκρίνεται πρὸς τὴν πραγματικότητα. Ἡ συζήτησις ἐν τῇ Βουλῇ ἀπέδειξεν ὅτι τὰ προβλήματα τῶν ἰατρῶν παραμένουν ἄλυτα καὶ ὅτι ἡ ἀνάγκη λήψεως ἀμέσων μέτρων εἶναι ἐπιτακτική. Ὁ ἀρμόδιος ὑπουργὸς ἀνέφερεν ὅτι ἡ κυβέρνησις μελετᾷ τὴν ὅλην ὑπόθεσιν καὶ ὅτι σύντομα θὰ ἀνακοινωθοῦν αἱ ἀποφάσεις. Οἱ βουλευταὶ τῆς ἀντιπολιτεύσεως ἐζήτησαν σαφεῖς ἀπαντήσεις ἐπὶ τῶν αἰτημάτων. Εἰς τὴν συνεδρίασιν παρέστησαν πολλοὶ ἐκπρόσωποι τῶν ἐπαγγελματικῶν ὀργανώσεων, οἱ ὁποῖοι παρηκολούθησαν μετὰ μεγάλου ἐνδιαφέροντος τὴν συζήτησιν. Ἡ ἐπιτροπὴ θὰ συνέλθῃ ἐκ νέου τὴν προσεχῆ ἑβδομάδα. Κατὰ τὰς πληροφορίας ἡ κυβέρνησις θὰ ὑποβάλῃ νομοσχέδιον διὰ τοῦ ὁποίου ρυθμίζονται τὰ ζητήματα τῆς ἐξελίξεως καὶ τῶν ἀποδοχῶν. Αἱ διαπραγματεύσεις συνεχίζονται μὲ τοὺς ἐκπροσώπους τῶν ἐνδιαφερομένων. Ἐπὶ τοῦ θέματος τῶν ἐξωτερικῶν ὁ πρωθυπουργὸς ἐτόνισεν ὅτι ἡ Ἑλλὰς δὲν πρόκειται νὰ ὑποχωρήσῃ καὶ ὅτι θὰ ὑπερασπισθῇ μέχρι τέλους τὰ δίκαια τοῦ Κυπριακοῦ Ἑλληνισμοῦ ἐνώπιον τῶν διεθνῶν ὀργανισμῶν. Τὸ γεγονὸς ὅτι ἡ κυβέρνησις ἐπεδίωξε νὰ παρουσιάσῃ τὴν κατάστασιν ὡς ὁμαλὴν δὲν ἀνταποκρίνεται πρὸς τὴν πραγματικότητα. Ἡ συζήτησις ἐν τῇ Βουλῇ ἀπέδειξεν ὅτι τὰ προβλήματα τῶν ἰατρῶν παραμένουν ἄλυτα καὶ ὅτι ἡ ἀνάγκη λήψεως ἀμέσων μέτρων εἶναι ἐπιτακτική. Εἰς τὴν συνεδρίασιν παρέστησαν πολλοὶ ἐκπρόσωποι τῶν ἐπαγγελματικῶν ὀργανώσεων, οἱ ὁποῖοι παρηκολούθησαν μετὰ μεγάλου ἐνδιαφέροντος τὴν συζήτησιν. Ἡ ἐπιτροπὴ θὰ συνέλθῃ ἐκ νέου τὴν προσεχῆ ἑβδομάδα. bbox=[20, 479, 216, 764]
ad-title: ENCYCLOPAEDIA BRITANNICA bbox=[1433, 1115, 1526, 1138]
ad-title: ΚΙΡΣΟΙ — ΦΛΕΒΙΤΙΔΕΣ ΚΑΙ ΤΑ ΕΛΚΗ ΠΟΔΩΝ bbox=[1408, 766, 1550, 789]
table-row bbox=[224, 361, 422, 370]
article-text: Τὸ γεγονὸς ὅτι ἡ κυβέρνησις ἐπεδίωξε νὰ παρουσιάσῃ τὴν κατάστασιν ὡς ὁμαλὴν δὲν ἀνταποκρίνεται πρὸς τὴν πραγματικότητα. Ἡ συζήτησις ἐν τῇ Βουλῇ ἀπέδειξεν ὅτι τὰ προβλήματα τῶν ἰατρῶν παραμένουν ἄλυτα καὶ ὅτι ἡ ἀνάγκη λήψεως ἀμέσων μέτρων εἶναι ἐπιτακτική. Ὁ ἀρμόδιος ὑπουργὸς ἀνέφερεν ὅτι ἡ κυβέρνησις μελετᾷ τὴν ὅλην ὑπόθεσιν καὶ ὅτι σύντομα θὰ ἀνακοινωθοῦν αἱ ἀποφάσεις. Οἱ βουλευταὶ τῆς ἀντιπολιτεύσεως ἐζήτησαν σαφεῖς ἀπαντήσεις ἐπὶ τῶν αἰτημάτων. Εἰς τὴν συνεδρίασιν παρέστησαν πολλοὶ ἐκπρόσωποι τῶν ἐπαγγελματικῶν ὀργανώσεων, οἱ ὁποῖοι παρηκολούθησαν μετὰ μεγάλου ἐνδιαφέροντος τὴν συζήτησιν. Ἡ ἐπιτροπὴ θὰ συνέλθῃ ἐκ νέου τὴν προσεχῆ ἑβδομάδα. Κατὰ τὰς πληροφορίας ἡ κυβέρνησις θὰ ὑποβάλῃ νομοσχέδιον διὰ τοῦ ὁποίου ρυθμίζονται τὰ ζητήματα τῆς ἐξελίξεως καὶ τῶν ἀποδοχῶν. Αἱ διαπραγματεύσεις συνεχίζονται μὲ τοὺς ἐκπροσώπους τῶν ἐνδιαφερομένων. Ἐπὶ τοῦ θέματος τῶν ἐξωτερικῶν ὁ πρωθυπουργὸς ἐτόνισεν ὅτι ἡ Ἑλλὰς δὲν πρόκειται νὰ ὑποχωρήσῃ καὶ ὅτι θὰ ὑπερασπισθῇ μέχρι τέλους τὰ δίκαια τοῦ Κυπριακοῦ Ἑλληνισμοῦ ἐνώπιον τῶν διεθνῶν ὀργανισμῶν. bbox=[440, 1326, 601, 1573]
table-cell: 148 bbox=[120, 169, 133, 176]
parliament-title: ΣΥΝΕΖΗΤΗΘΗ ΧΘΕΣ ΕΙΣ ΤΗΝ ΒΟΥΛΗΝ ΤΟ ΘΕΜΑ bbox=[1024, 79, 1355, 127]
table-cell: Κτηματική bbox=[225, 195, 256, 202]
section-heading: ΤΟ ΗΛΕΚΤΡΙΚΟΝ ΡΕΥΜΑ bbox=[1028, 1086, 1149, 1097]
table-cell bbox=[344, 212, 381, 221]
table-cell bbox=[174, 248, 218, 257]
table-row bbox=[224, 397, 422, 406]
table-cell: +0.16 bbox=[197, 303, 216, 310]
foreign-exchanges-title: ΧΡΗΜΑΤΙΣΤΗΡΙΑ ΕΞΩΤΕΡΙΚΟΥ bbox=[27, 768, 209, 782]
article-text: Τὸ γεγονὸς ὅτι ἡ κυβέρνησις ἐπεδίωξε νὰ παρουσιάσῃ τὴν κατάστασιν ὡς ὁμαλὴν δὲν ἀνταποκρίνεται πρὸς τὴν πραγματικότητα. Ἡ συζήτησις ἐν τῇ Βουλῇ ἀπέδειξεν ὅτι τὰ προβλήματα τῶν ἰατρῶν παραμένουν ἄλυτα καὶ ὅτι ἡ ἀνάγκη λήψεως ἀμέσων μέτρων εἶναι ἐπιτακτική. Ὁ ἀρμόδιος ὑπουργὸς ἀνέφερεν ὅτι ἡ κυβέρνησις μελετᾷ τὴν ὅλην ὑπόθεσιν καὶ ὅτι σύντομα θὰ ἀνακοινωθοῦν αἱ ἀποφάσεις. Οἱ βουλευταὶ τῆς ἀντιπολιτεύσεως ἐζήτησαν σαφεῖς ἀπαντήσεις ἐπὶ τῶν αἰτημάτων. bbox=[991, 442, 1185, 527]
table-cell bbox=[134, 177, 173, 186]
table-row bbox=[224, 433, 422, 441]
article-text: Ἐπὶ τοῦ θέματος τῶν ἐξωτερικῶν ὁ πρωθυπουργὸς ἐτόνισεν ὅτι ἡ Ἑλλὰς δὲν πρόκειται νὰ ὑποχωρήσῃ καὶ ὅτι θὰ ὑπερασπισθῇ μέχρι τέλους τὰ δίκαια τοῦ Κυπριακοῦ Ἑλληνισμοῦ ἐνώπιον τῶν διεθνῶν ὀργανισμῶν. bbox=[991, 913, 1185, 949]
table-row bbox=[224, 230, 422, 239]
lottery-numbers: 534 38137 61316 64955 78191 · 7166 5-000 · 00224 45312 · 80512 86417 88122 · 06163 82500 · 79832 80314 · 93312 · 2195 28137 · 11619 10820 · 14688 16439 · 26100 29521 · 30115 36428 bbox=[440, 675, 601, 721]
workers-title: ΚΑΙ ΕΡΓΑΤΑΙ bbox=[451, 79, 590, 103]
parliament-subtitle: ΤΩΝ ΕΙΔΙΚΕΥΜΕΝΩΝ ΚΑΙ ΕΙΔΙΚΕΥΟΜΕΝΩΝ ΙΑΤΡΩΝ bbox=[1043, 127, 1336, 174]
table-cell: Σειρά Δ bbox=[22, 258, 46, 265]
continuation-label: Η ΣΥΝΕΧΕΙΑ 1 ΑΠΟ ΤΗΝ ΣΕΛΙΔΑ bbox=[991, 986, 1101, 995]
table-cell: 1964 Ταμευτ. bbox=[22, 321, 62, 328]
article-text: Εἰς τὴν συνεδρίασιν παρέστησαν πολλοὶ ἐκπρόσωποι τῶν ἐπαγγελματικῶν ὀργανώσεων, οἱ ὁποῖοι παρηκολούθησαν μετὰ μεγάλου ἐνδιαφέροντος τὴν συζήτησιν. Ἡ ἐπιτροπὴ θὰ συνέλθῃ ἐκ νέου τὴν προσεχῆ ἑβδομάδα. bbox=[224, 1176, 420, 1212]
greek-loans-title: Τὰ ἑλληνικὰ δάνεια bbox=[64, 785, 171, 799]
table-cell: 26 bbox=[331, 291, 340, 298]
article-text: Κατὰ τὰς πληροφορίας ἡ κυβέρνησις θὰ ὑποβάλῃ νομοσχέδιον διὰ τοῦ ὁποίου ρυθμίζονται τὰ ζητήματα τῆς ἐξελίξεως καὶ τῶν ἀποδοχῶν. Αἱ διαπραγματεύσεις συνεχίζονται μὲ τοὺς ἐκπροσώπους τῶν ἐνδιαφερομένων. Ἐπὶ τοῦ θέματος τῶν ἐξωτερικῶν ὁ πρωθυπουργὸς ἐτόνισεν ὅτι ἡ Ἑλλὰς δὲν πρόκειται νὰ ὑποχωρήσῃ καὶ ὅτι θὰ ὑπερασπισθῇ μέχρι τέλους τὰ δίκαια τοῦ Κυπριακοῦ Ἑλληνισμοῦ ἐνώπιον τῶν διεθνῶν ὀργανισμῶν. Τὸ γεγονὸς ὅτι ἡ κυβέρνησις ἐπεδίωξε νὰ παρουσιάσῃ τὴν κατάστασιν ὡς ὁμαλὴν δὲν ἀνταποκρίνεται πρὸς τὴν πραγματικότητα. Ἡ συζήτησις ἐν τῇ Βουλῇ ἀπέδειξεν ὅτι τὰ προβλήματα τῶν ἰατρῶν παραμένουν ἄλυτα καὶ ὅτι ἡ ἀνάγκη λήψεως ἀμέσων μέτρων εἶναι ἐπιτακτική. Ὁ ἀρμόδιος ὑπουργὸς ἀνέφερεν ὅτι ἡ κυβέρνησις μελετᾷ τὴν ὅλην ὑπόθεσιν καὶ ὅτι σύντομα θὰ ἀνακοινωθοῦν αἱ ἀποφάσεις. Οἱ βουλευταὶ τῆς ἀντιπολιτεύσεως ἐζήτησαν σαφεῖς ἀπαντήσεις ἐπὶ τῶν αἰτημάτων. bbox=[618, 1038, 795, 1201]
municipalities-title: ΟΙ ΔΗΜΟΙ ΥΠΟΦΕΡΟΥΝ bbox=[998, 603, 1380, 638]
signature: ΦΑΙΔΩΝ ΜΑΚΡΗΣ bbox=[1083, 1179, 1179, 1191]
continuation-label: Η ΣΥΝΕΧΕΙΑ 1 ΑΠΟ ΤΗΝ ΣΕΛΙΔΑ bbox=[618, 208, 728, 216]
article-text: Εἰς τὴν συνεδρίασιν παρέστησαν πολλοὶ ἐκπρόσωποι τῶν ἐπαγγελματικῶν ὀργανώσεων, οἱ ὁποῖοι παρηκολούθησαν μετὰ μεγάλου ἐνδιαφέροντος τὴν συζήτησιν. Ἡ ἐπιτροπὴ θὰ συνέλθῃ ἐκ νέου τὴν προσεχῆ ἑβδομάδα. Κατὰ τὰς πληροφορίας ἡ κυβέρνησις θὰ ὑποβάλῃ νομοσχέδιον διὰ τοῦ ὁποίου ρυθμίζονται τὰ ζητήματα τῆς ἐξελίξεως καὶ τῶν ἀποδοχῶν. Αἱ διαπραγματεύσεις συνεχίζονται μὲ τοὺς ἐκπροσώπους τῶν ἐνδιαφερομένων. Ἐπὶ τοῦ θέματος τῶν ἐξωτερικῶν ὁ πρωθυπουργὸς ἐτόνισεν ὅτι ἡ Ἑλλὰς δὲν πρόκειται νὰ ὑποχωρήσῃ καὶ ὅτι θὰ ὑπερασπισθῇ μέχρι τέλους τὰ δίκαια τοῦ Κυπριακοῦ Ἑλληνισμοῦ ἐνώπιον τῶν διεθνῶν ὀργανισμῶν. bbox=[1193, 749, 1387, 863]
table-cell: +2.27 bbox=[401, 407, 419, 414]
table-cell: Ἐθνική bbox=[225, 168, 247, 175]
table-cell: 1962 ΔΕΗ bbox=[22, 205, 53, 212]
table-cell: 480 bbox=[362, 425, 375, 432]
table-cell: 692 bbox=[328, 353, 340, 360]
table-cell bbox=[377, 326, 421, 335]
table-cell: 334.50 bbox=[150, 205, 172, 212]
table-cell: 326.50 bbox=[150, 312, 172, 319]
employees-column bbox=[435, 16, 606, 2263]
article-text: Ὁ ἀρμόδιος ὑπουργὸς ἀνέφερεν ὅτι ἡ κυβέρνησις μελετᾷ τὴν ὅλην ὑπόθεσιν καὶ ὅτι σύντομα θὰ ἀνακοινωθοῦν αἱ ἀποφάσεις. Οἱ βουλευταὶ τῆς ἀντιπολιτεύσεως ἐζήτησαν σαφεῖς ἀπαντήσεις ἐπὶ τῶν αἰτημάτων. Εἰς τὴν συνεδρίασιν παρέστησαν πολλοὶ ἐκπρόσωποι τῶν ἐπαγγελματικῶν ὀργανώσεων, οἱ ὁποῖοι παρηκολούθησαν μετὰ μεγάλου ἐνδιαφέροντος τὴν συζήτησιν. Ἡ ἐπιτροπὴ θὰ συνέλθῃ ἐκ νέου τὴν προσεχῆ ἑβδομάδα. bbox=[618, 557, 795, 641]
article-text: Κατὰ τὰς πληροφορίας ἡ κυβέρνησις θὰ ὑποβάλῃ νομοσχέδιον διὰ τοῦ ὁποίου ρυθμίζονται τὰ ζητήματα τῆς ἐξελίξεως καὶ τῶν ἀποδοχῶν. Αἱ διαπραγματεύσεις συνεχίζονται μὲ τοὺς ἐκπροσώπους τῶν ἐνδιαφερομένων. Ἐπὶ τοῦ θέματος τῶν ἐξωτερικῶν ὁ πρωθυπουργὸς ἐτόνισεν ὅτι ἡ Ἑλλὰς δὲν πρόκειται νὰ ὑποχωρήσῃ καὶ ὅτι θὰ ὑπερασπισθῇ μέχρι τέλους τὰ δίκαια τοῦ Κυπριακοῦ Ἑλληνισμοῦ ἐνώπιον τῶν διεθνῶν ὀργανισμῶν. bbox=[991, 349, 1185, 426]
article-text: Εἰς τὴν συνεδρίασιν παρέστησαν πολλοὶ ἐκπρόσωποι τῶν ἐπαγγελματικῶν ὀργανώσεων, οἱ ὁποῖοι παρηκολούθησαν μετὰ μεγάλου ἐνδιαφέροντος τὴν συζήτησιν. Ἡ ἐπιτροπὴ θὰ συνέλθῃ ἐκ νέου τὴν προσεχῆ ἑβδομάδα. Ἐπὶ τοῦ θέματος τῶν ἐξωτερικῶν ὁ πρωθυπουργὸς ἐτόνισεν ὅτι ἡ Ἑλλὰς δὲν πρόκειται νὰ ὑποχωρήσῃ καὶ ὅτι θὰ ὑπερασπισθῇ μέχρι τέλους τὰ δίκαια τοῦ Κυπριακοῦ Ἑλληνισμοῦ ἐνώπιον τῶν διεθνῶν ὀργανισμῶν. bbox=[802, 510, 979, 594]
gold-market-title: Ἡ διεθνὴς ἀγορὰ χρυσοῦ bbox=[253, 678, 390, 692]
article-text: Εἰς τὴν συνεδρίασιν παρέστησαν πολλοὶ ἐκπρόσωποι τῶν ἐπαγγελματικῶν ὀργανώσεων, οἱ ὁποῖοι παρηκολούθησαν μετὰ μεγάλου ἐνδιαφέροντος τὴν συζήτησιν. Ἡ ἐπιτροπὴ θὰ συνέλθῃ ἐκ νέου τὴν προσεχῆ ἑβδομάδα. Ἐπὶ τοῦ θέματος τῶν ἐξωτερικῶν ὁ πρωθυπουργὸς ἐτόνισεν ὅτι ἡ Ἑλλὰς δὲν πρόκειται νὰ ὑποχωρήσῃ καὶ ὅτι θὰ ὑπερασπισθῇ μέχρι τέλους τὰ δίκαια τοῦ Κυπριακοῦ Ἑλληνισμοῦ ἐνώπιον τῶν διεθνῶν ὀργανισμῶν. Ὁ ἀρμόδιος ὑπουργὸς ἀνέφερεν ὅτι ἡ κυβέρνησις μελετᾷ τὴν ὅλην ὑπόθεσιν καὶ ὅτι σύντομα θὰ ἀνακοινωθοῦν αἱ ἀποφάσεις. Οἱ βουλευταὶ τῆς ἀντιπολιτεύσεως ἐζήτησαν σαφεῖς ἀπαντήσεις ἐπὶ τῶν αἰτημάτων. Κατὰ τὰς πληροφορίας ἡ κυβέρνησις θὰ ὑποβάλῃ νομοσχέδιον διὰ τοῦ ὁποίου ρυθμίζονται τὰ ζητήματα τῆς ἐξελίξεως καὶ τῶν ἀποδοχῶν. Αἱ διαπραγματεύσεις συνεχίζονται μὲ τοὺς ἐκπροσώπους τῶν ἐνδιαφερομένων. Τὸ γεγονὸς ὅτι ἡ κυβέρνησις ἐπεδίωξε νὰ παρουσιάσῃ τὴν κατάστασιν ὡς ὁμαλὴν δὲν ἀνταποκρίνεται πρὸς τὴν πραγματικότητα. Ἡ συζήτησις ἐν τῇ Βουλῇ ἀπέδειξεν ὅτι τὰ προβλήματα τῶν ἰατρῶν παραμένουν ἄλυτα καὶ ὅτι ἡ ἀνάγκη λήψεως ἀμέσων μέτρων εἶναι ἐπιτακτική. Εἰς τὴν συνεδρίασιν παρέστησαν πολλοὶ ἐκπρόσωποι τῶν ἐπαγγελματικῶν ὀργανώσεων, οἱ ὁποῖοι παρηκολούθησαν μετὰ μεγάλου ἐνδιαφέροντος τὴν συζήτησιν. Ἡ ἐπιτροπὴ θὰ συνέλθῃ ἐκ νέου τὴν προσεχῆ ἑβδομάδα. Ἐπὶ τοῦ θέματος τῶν ἐξωτερικῶν ὁ πρωθυπουργὸς ἐτόνισεν ὅτι ἡ Ἑλλὰς δὲν πρόκειται νὰ ὑποχωρήσῃ καὶ ὅτι θὰ ὑπερασπισθῇ μέχρι τέλους τὰ δίκαια τοῦ Κυπριακοῦ Ἑλληνισμοῦ ἐνώπιον τῶν διεθνῶν ὀργανισμῶν. Ὁ ἀρμόδιος ὑπουργὸς ἀνέφερεν ὅτι ἡ κυβέρνησις μελετᾷ τὴν ὅλην ὑπόθεσιν καὶ ὅτι σύντομα θὰ ἀνακοινωθοῦν αἱ ἀποφάσεις. Οἱ βουλευταὶ τῆς ἀντιπολιτεύσεως ἐζήτησαν σαφεῖς ἀπαντήσεις ἐπὶ τῶν αἰτημάτων. bbox=[435, 836, 606, 1205]
table-row bbox=[20, 311, 218, 320]
signature: Γ. ΚΟΥΡΜΟΥΛΗΣ bbox=[502, 1576, 595, 1588]
table-cell: 715 bbox=[328, 380, 340, 387]
table-cell: -4.00 bbox=[403, 425, 419, 432]
table-cell bbox=[377, 433, 421, 441]
column-rule bbox=[611, 55, 612, 2272]
table-cell: -0.95 bbox=[403, 300, 419, 307]
volos-title: Ο ΒΟΛΟΣ ΖΗΤΕΙ: bbox=[1006, 961, 1171, 983]
table-row bbox=[224, 415, 422, 424]
banks-table bbox=[224, 158, 422, 239]
article-text: Κατὰ τὰς πληροφορίας ἡ κυβέρνησις θὰ ὑποβάλῃ νομοσχέδιον διὰ τοῦ ὁποίου ρυθμίζονται τὰ ζητήματα τῆς ἐξελίξεως καὶ τῶν ἀποδοχῶν. Αἱ διαπραγματεύσεις συνεχίζονται μὲ τοὺς ἐκπροσώπους τῶν ἐνδιαφερομένων. bbox=[991, 858, 1185, 895]
table-cell bbox=[341, 343, 376, 352]
table-cell: 900 bbox=[328, 327, 340, 334]
table-row bbox=[20, 186, 218, 195]
table-cell bbox=[341, 441, 376, 450]
continuation-label: Η ΣΥΝΕΧΕΙΑ 1 ΑΠΟ ΤΗΝ ΣΕΛΙΔΑ bbox=[618, 877, 728, 886]
table-row bbox=[20, 231, 218, 240]
protest-subtitle: ΤΟΥ κ. Γ. ΠΑΠΑΝΔΡΕΟΥ bbox=[682, 125, 915, 194]
table-cell: 540 bbox=[328, 416, 340, 423]
table-cell: 325.50 bbox=[111, 312, 133, 319]
divider bbox=[618, 198, 979, 200]
industry-title: ΒΙΟΜΗΧΑΝΙΑΙ bbox=[295, 242, 349, 250]
table-row bbox=[20, 240, 218, 248]
table-row bbox=[224, 308, 422, 317]
article-text: Τὸ γεγονὸς ὅτι ἡ κυβέρνησις ἐπεδίωξε νὰ παρουσιάσῃ τὴν κατάστασιν ὡς ὁμαλὴν δὲν ἀνταποκρίνεται πρὸς τὴν πραγματικότητα. Ἡ συζήτησις ἐν τῇ Βουλῇ ἀπέδειξεν ὅτι τὰ προβλήματα τῶν ἰατρῶν παραμένουν ἄλυτα καὶ ὅτι ἡ ἀνάγκη λήψεως ἀμέσων μέτρων εἶναι ἐπιτακτική. Ὁ ἀρμόδιος ὑπουργὸς ἀνέφερεν ὅτι ἡ κυβέρνησις μελετᾷ τὴν ὅλην ὑπόθεσιν καὶ ὅτι σύντομα θὰ ἀνακοινωθοῦν αἱ ἀποφάσεις. Οἱ βουλευταὶ τῆς ἀντιπολιτεύσεως ἐζήτησαν σαφεῖς ἀπαντήσεις ἐπὶ τῶν αἰτημάτων. bbox=[802, 398, 979, 483]
table-row bbox=[20, 177, 218, 186]
table-cell bbox=[341, 335, 376, 343]
divider bbox=[20, 1170, 421, 1172]
table-cell: +4.00 bbox=[401, 177, 419, 184]
table-cell bbox=[380, 203, 421, 212]
article-text: Ὁ ἀρμόδιος ὑπουργὸς ἀνέφερεν ὅτι ἡ κυβέρνησις μελετᾷ τὴν ὅλην ὑπόθεσιν καὶ ὅτι σύντομα θὰ ἀνακοινωθοῦν αἱ ἀποφάσεις. Οἱ βουλευταὶ τῆς ἀντιπολιτεύσεως ἐζήτησαν σαφεῖς ἀπαντήσεις ἐπὶ τῶν αἰτημάτων. bbox=[1400, 791, 1558, 837]
industry-table bbox=[224, 254, 422, 450]
table-row bbox=[224, 254, 422, 263]
ad-title: ΕΠΙΔΑΧΩΣΕΣ ΚΑΙ ΑΠΟΤΡΙΧΩΣΕΙΣ ΖΗΤΟΥΝ ΕΙΣΑΧΩΓΗΝ bbox=[1413, 405, 1546, 438]
table-cell: 2875 bbox=[326, 168, 342, 175]
table-cell: +0.74 bbox=[197, 321, 216, 328]
divider bbox=[20, 1112, 421, 1115]
table-cell bbox=[341, 317, 376, 326]
table-row bbox=[20, 329, 218, 337]
article-text: Εἰς τὴν συνεδρίασιν παρέστησαν πολλοὶ ἐκπρόσωποι τῶν ἐπαγγελματικῶν ὀργανώσεων, οἱ ὁποῖοι παρηκολούθησαν μετὰ μεγάλου ἐνδιαφέροντος τὴν συζήτησιν. Ἡ ἐπιτροπὴ θὰ συνέλθῃ ἐκ νέου τὴν προσεχῆ ἑβδομάδα. bbox=[1193, 378, 1387, 416]
table-cell bbox=[341, 326, 376, 335]
